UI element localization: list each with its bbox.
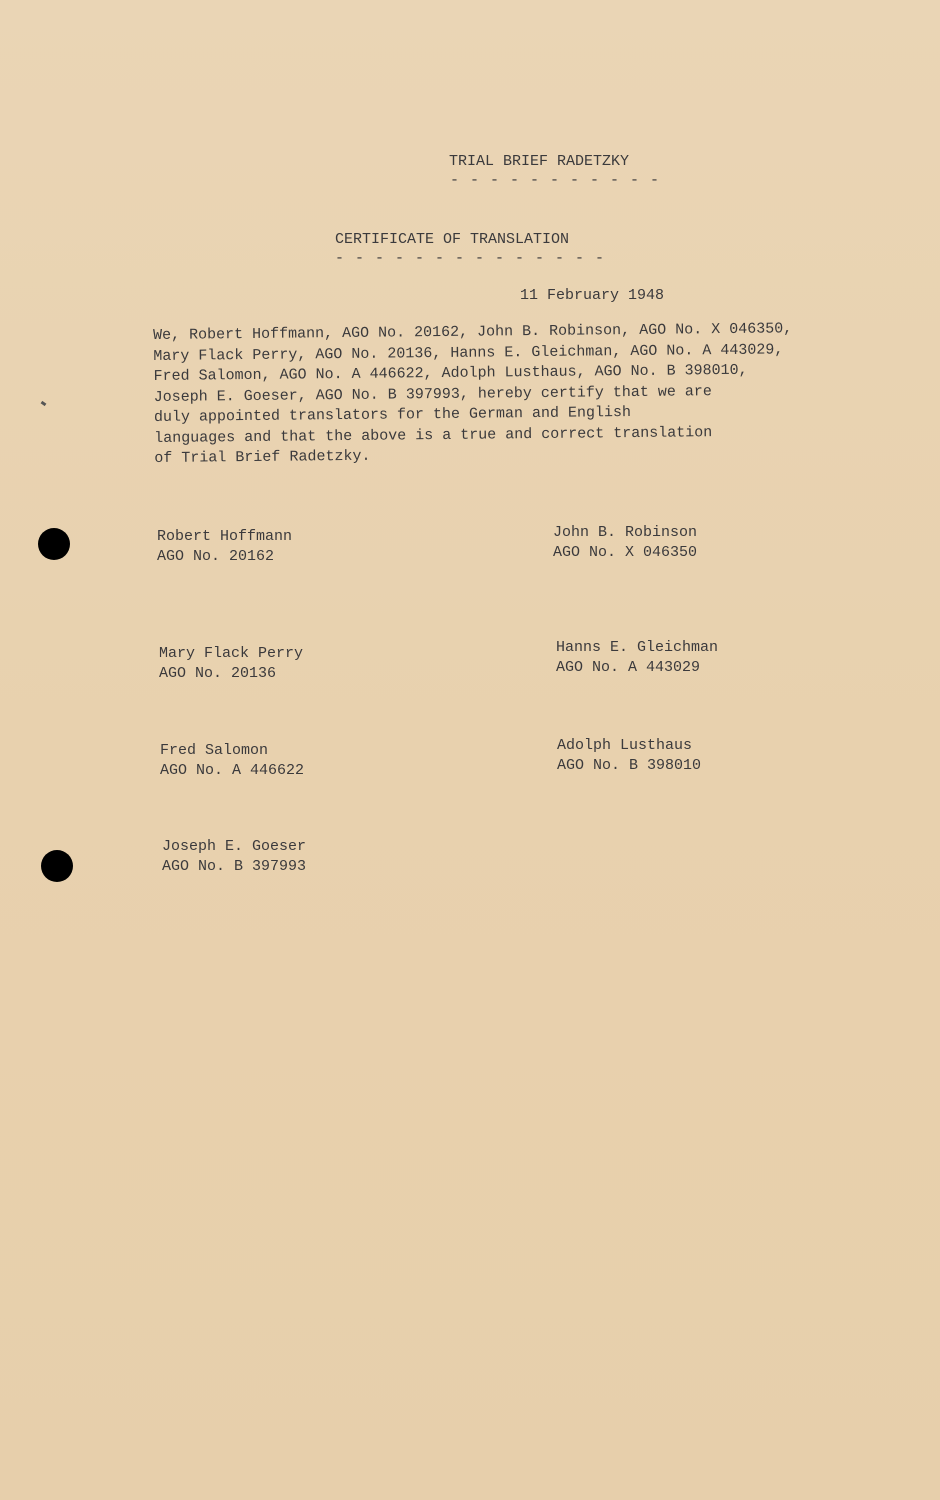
signature-name: Robert Hoffmann <box>157 528 293 545</box>
certificate-paragraph: We, Robert Hoffmann, AGO No. 20162, John B. Robinson, AGO No. X 046350, Mary Flack Perry, AGO No. 20136, Hanns E. Gleichman, AGO No. A 443029, Fred Salomon, AGO No. A 446622, Adolph Lusthaus, AGO No. B 398010, Joseph E. Goeser, AGO No. B 397993, hereby certify that we are duly appointed translators for the German and English languages and that the above is a true and correct translation of Trial Brief Radetzky. <box>153 320 793 467</box>
signature-ago-number: AGO No. A 443029 <box>556 659 701 676</box>
document-subtitle: CERTIFICATE OF TRANSLATION <box>335 231 570 248</box>
signature-ago-number: AGO No. B 397993 <box>162 858 307 875</box>
signature-ago-number: AGO No. B 398010 <box>557 757 702 774</box>
signature-name: Fred Salomon <box>160 742 269 759</box>
signature-ago-number: AGO No. 20136 <box>159 665 277 682</box>
signature-block-mary-perry <box>159 644 303 684</box>
signature-block-adolph-lusthaus <box>557 736 701 776</box>
signature-name: Adolph Lusthaus <box>557 737 693 754</box>
signature-name: Mary Flack Perry <box>159 645 304 662</box>
signature-ago-number: AGO No. 20162 <box>157 548 275 565</box>
signature-block-fred-salomon <box>160 741 304 781</box>
signature-block-joseph-goeser <box>162 837 306 877</box>
document-title: TRIAL BRIEF RADETZKY <box>449 153 630 170</box>
subtitle-underline: - - - - - - - - - - - - - - <box>335 250 606 267</box>
punch-hole-bottom <box>41 850 73 882</box>
signature-name: John B. Robinson <box>553 524 698 541</box>
signature-block-hanns-gleichman <box>556 638 718 678</box>
title-underline: - - - - - - - - - - - <box>450 172 661 189</box>
signature-name: Joseph E. Goeser <box>162 838 307 855</box>
signature-name: Hanns E. Gleichman <box>556 639 719 656</box>
punch-hole-top <box>38 528 70 560</box>
signature-block-john-robinson <box>553 523 697 563</box>
signature-block-robert-hoffmann <box>157 527 292 567</box>
ink-speck <box>41 401 47 406</box>
signature-ago-number: AGO No. X 046350 <box>553 544 698 561</box>
document-date: 11 February 1948 <box>520 287 665 304</box>
signature-ago-number: AGO No. A 446622 <box>160 762 305 779</box>
